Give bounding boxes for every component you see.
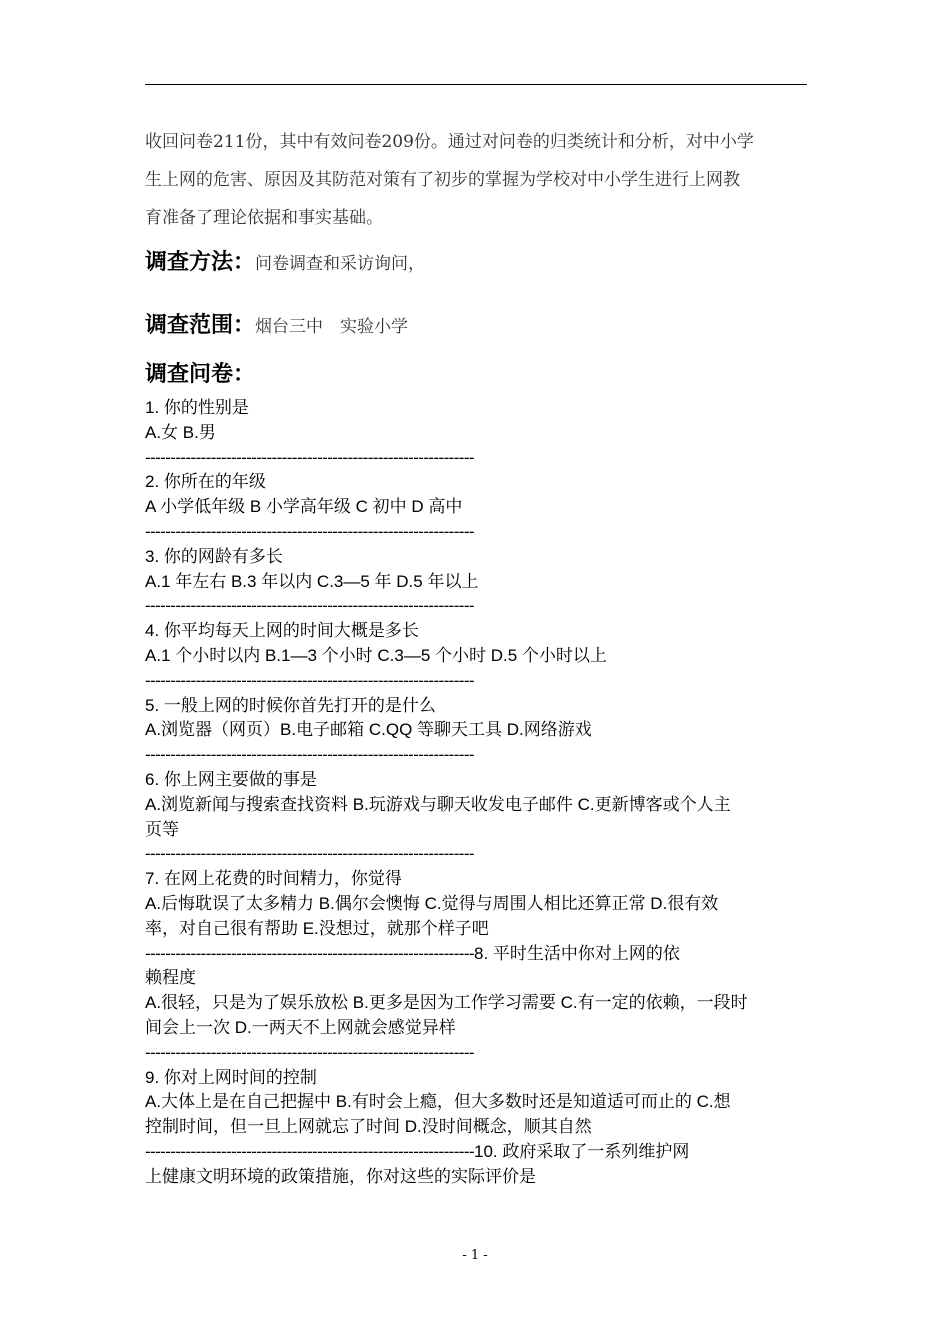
scope-heading: 调查范围： — [145, 313, 256, 338]
question-text: 5. 一般上网的时候你首先打开的是什么 — [145, 695, 436, 715]
question-list — [145, 396, 815, 1190]
intro-line: 生上网的危害、原因及其防范对策有了初步的掌握为学校对中小学生进行上网教 — [145, 170, 740, 190]
question-text: 9. 你对上网时间的控制 — [145, 1067, 317, 1087]
answer-options: 率，对自己很有帮助 E.没想过，就那个样子吧 — [145, 918, 489, 938]
separator: ----------------------------------------------------------------- — [145, 844, 474, 864]
questionnaire-section — [145, 357, 807, 388]
page-number: - 1 - — [462, 1248, 488, 1263]
answer-options: A.大体上是在自己把握中 B.有时会上瘾，但大多数时还是知道适可而止的 C.想 — [145, 1092, 731, 1112]
question-text: 2. 你所在的年级 — [145, 472, 266, 492]
header-rule — [145, 84, 807, 85]
separator: ----------------------------------------------------------------- — [145, 447, 474, 467]
intro-line: 收回问卷211份，其中有效问卷209份。通过对问卷的归类统计和分析，对中小学 — [145, 132, 754, 152]
answer-options: A.后悔耽误了太多精力 B.偶尔会懊悔 C.觉得与周围人相比还算正常 D.很有效 — [145, 893, 719, 913]
method-heading: 调查方法： — [145, 250, 256, 275]
answer-options: A.1 年左右 B.3 年以内 C.3—5 年 D.5 年以上 — [145, 571, 479, 591]
separator: ----------------------------------------------------------------- — [145, 521, 474, 541]
method-value: 问卷调查和采访询问， — [255, 254, 426, 274]
scope-section — [145, 308, 807, 339]
separator-with-question — [145, 942, 815, 967]
separator: ----------------------------------------------------------------- — [145, 1141, 474, 1161]
answer-options: A.很轻，只是为了娱乐放松 B.更多是因为工作学习需要 C.有一定的依赖，一段时 — [145, 993, 748, 1013]
separator: ----------------------------------------------------------------- — [145, 745, 474, 765]
question-text: 1. 你的性别是 — [145, 398, 249, 417]
answer-options: 间会上一次 D.一两天不上网就会感觉异样 — [145, 1017, 456, 1037]
question-text: 7. 在网上花费的时间精力，你觉得 — [145, 869, 402, 889]
answer-options: 控制时间，但一旦上网就忘了时间 D.没时间概念，顺其自然 — [145, 1117, 592, 1137]
question-text: 上健康文明环境的政策措施，你对这些的实际评价是 — [145, 1166, 536, 1186]
question-text: 8. 平时生活中你对上网的依 — [473, 943, 680, 963]
question-text: 3. 你的网龄有多长 — [145, 546, 283, 566]
separator: ----------------------------------------------------------------- — [145, 596, 474, 616]
answer-options: 页等 — [145, 819, 179, 839]
separator: ----------------------------------------------------------------- — [145, 943, 474, 963]
answer-options: A.1 个小时以内 B.1—3 个小时 C.3—5 个小时 D.5 个小时以上 — [145, 645, 607, 665]
question-text: 4. 你平均每天上网的时间大概是多长 — [145, 621, 419, 641]
question-text: 赖程度 — [145, 968, 196, 988]
method-section — [145, 245, 807, 276]
questionnaire-heading: 调查问卷： — [145, 362, 256, 387]
question-text: 6. 你上网主要做的事是 — [145, 769, 317, 789]
separator: ----------------------------------------------------------------- — [145, 1042, 474, 1062]
question-text: 10. 政府采取了一系列维护网 — [473, 1141, 690, 1161]
separator: ----------------------------------------------------------------- — [145, 670, 474, 690]
separator-with-question — [145, 1140, 815, 1165]
answer-options: A.浏览器（网页）B.电子邮箱 C.QQ 等聊天工具 D.网络游戏 — [145, 720, 592, 740]
scope-value: 烟台三中 实验小学 — [255, 317, 409, 337]
answer-options: A 小学低年级 B 小学高年级 C 初中 D 高中 — [145, 497, 463, 517]
answer-options: A.浏览新闻与搜索查找资料 B.玩游戏与聊天收发电子邮件 C.更新博客或个人主 — [145, 794, 731, 814]
intro-line: 育准备了理论依据和事实基础。 — [145, 208, 383, 228]
answer-options: A.女 B.男 — [145, 422, 216, 442]
intro-paragraph — [145, 123, 807, 237]
